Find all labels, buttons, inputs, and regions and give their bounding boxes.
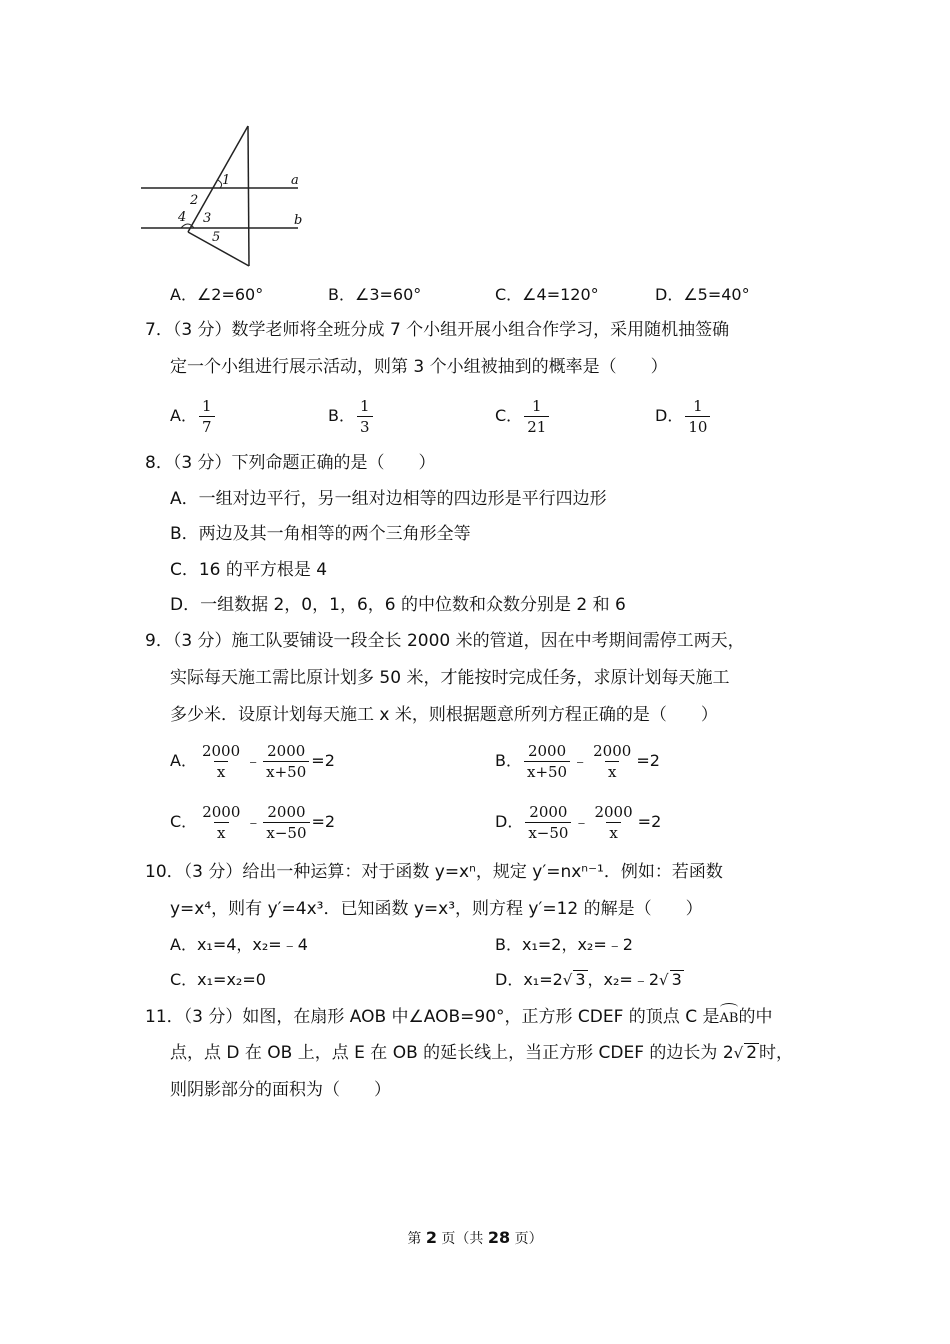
- rhs: =2: [636, 751, 660, 770]
- page-footer: [0, 1228, 950, 1248]
- q8-option-a[interactable]: A．一组对边平行，另一组对边相等的四边形是平行四边形: [170, 489, 607, 509]
- q11-stem-line2: [170, 1041, 793, 1065]
- arc-ab: AB: [720, 1003, 739, 1031]
- angle-label-5: 5: [212, 230, 221, 245]
- q11-stem-line3: 则阴影部分的面积为（ ）: [170, 1080, 391, 1100]
- q10-option-d[interactable]: [495, 968, 684, 992]
- numerator: 1: [359, 397, 370, 415]
- fraction-2: [590, 742, 634, 781]
- denominator: x−50: [525, 822, 571, 842]
- q10-option-b[interactable]: B．x₁=2，x₂=﹣2: [495, 935, 633, 954]
- denominator: x: [214, 822, 228, 842]
- denominator: x−50: [263, 822, 309, 842]
- q10-option-a[interactable]: A．x₁=4，x₂=﹣4: [170, 935, 308, 954]
- numerator: 2000: [527, 742, 567, 760]
- denominator: 10: [685, 416, 710, 436]
- q7-option-a-fraction: [199, 397, 215, 436]
- q7-option-b-fraction: [357, 397, 373, 436]
- denominator: 21: [524, 416, 549, 436]
- rhs: =2: [311, 812, 336, 831]
- q7-option-b-label: B．: [328, 406, 355, 425]
- q8-stem: 8．（3 分）下列命题正确的是（ ）: [145, 453, 436, 473]
- numerator: 2000: [267, 742, 306, 760]
- current-page-number: 2: [425, 1228, 437, 1247]
- q7-option-a[interactable]: [170, 397, 217, 436]
- label: B．: [495, 751, 522, 770]
- fraction-2: [591, 803, 635, 842]
- q7-stem-line1: 7．（3 分）数学老师将全班分成 7 个小组开展小组合作学习，采用随机抽签确: [145, 320, 730, 340]
- transversal-right: [248, 126, 249, 266]
- fraction-2: [263, 803, 309, 842]
- q11-line1-text: 11．（3 分）如图，在扇形 AOB 中∠AOB=90°，正方形 CDEF 的顶点 C 是: [145, 1007, 720, 1027]
- angle-label-4: 4: [178, 210, 187, 225]
- label: D．: [495, 812, 524, 831]
- denominator: 3: [357, 416, 373, 436]
- q7-stem-line2: 定一个小组进行展示活动，则第 3 个小组被抽到的概率是（ ）: [170, 357, 668, 377]
- q9-stem-line2: 实际每天施工需比原计划多 50 米，才能按时完成任务，求原计划每天施工: [170, 668, 730, 688]
- sqrt-radicand-2: 3: [671, 970, 682, 989]
- fraction-1: [199, 803, 243, 842]
- denominator: x: [606, 822, 620, 842]
- numerator: 2000: [593, 742, 632, 760]
- fraction-1: [525, 803, 571, 842]
- q7-option-d[interactable]: [655, 397, 712, 436]
- minus: ﹣: [573, 812, 590, 831]
- minus: ﹣: [245, 751, 262, 770]
- denominator: x+50: [524, 761, 570, 781]
- numerator: 2000: [529, 803, 568, 821]
- q9-option-c[interactable]: [170, 803, 335, 842]
- denominator: x: [214, 761, 228, 781]
- q7-option-b[interactable]: [328, 397, 375, 436]
- q10-option-c[interactable]: C．x₁=x₂=0: [170, 970, 266, 989]
- q11-line2-text: 点，点 D 在 OB 上，点 E 在 OB 的延长线上，当正方形 CDEF 的边长为 2: [170, 1043, 734, 1063]
- numerator: 2000: [267, 803, 306, 821]
- numerator: 2000: [201, 742, 241, 760]
- q8-option-b[interactable]: B．两边及其一角相等的两个三角形全等: [170, 524, 471, 544]
- sqrt-radicand-1: 3: [575, 970, 586, 989]
- label: A．: [170, 751, 197, 770]
- q9-option-d[interactable]: [495, 803, 661, 842]
- q9-stem-line1: 9．（3 分）施工队要铺设一段全长 2000 米的管道，因在中考期间需停工两天，: [145, 631, 745, 651]
- minus: ﹣: [572, 751, 589, 770]
- numerator: 2000: [202, 803, 241, 821]
- numerator: 1: [201, 397, 212, 415]
- q11-line2-tail: 时，: [759, 1043, 794, 1063]
- q8-option-d[interactable]: D．一组数据 2，0，1，6，6 的中位数和众数分别是 2 和 6: [170, 595, 626, 615]
- numerator: 2000: [594, 803, 633, 821]
- footer-mid: 页（共: [436, 1231, 488, 1247]
- minus: ﹣: [245, 812, 262, 831]
- q9-option-a[interactable]: [170, 742, 335, 781]
- numerator: 1: [693, 397, 703, 415]
- rhs: =2: [637, 812, 662, 831]
- q7-option-c-fraction: [524, 397, 549, 436]
- q7-option-c-label: C．: [495, 406, 523, 425]
- denominator: x+50: [263, 761, 309, 781]
- q7-option-d-fraction: [685, 397, 710, 436]
- q6-option-b[interactable]: B．∠3=60°: [328, 285, 422, 304]
- fraction-2: [263, 742, 309, 781]
- numerator: 1: [531, 397, 542, 415]
- footer-post: 页）: [510, 1231, 543, 1247]
- q11-line1-tail: 的中: [738, 1007, 773, 1027]
- q9-option-b[interactable]: [495, 742, 660, 781]
- q6-option-d[interactable]: D．∠5=40°: [655, 285, 750, 304]
- sqrt-sign: √: [659, 971, 669, 989]
- footer-pre: 第: [407, 1231, 426, 1247]
- rhs: =2: [311, 751, 335, 770]
- line-label-b: b: [294, 213, 303, 228]
- option-d-prefix: D．x₁=2: [495, 970, 563, 989]
- sqrt-sign: √: [733, 1044, 744, 1062]
- angle-label-1: 1: [222, 173, 231, 188]
- q11-stem-line1: [145, 1003, 772, 1031]
- fraction-1: [524, 742, 570, 781]
- label: C．: [170, 812, 198, 831]
- fraction-1: [199, 742, 243, 781]
- angle-label-2: 2: [190, 193, 199, 208]
- line-label-a: a: [291, 173, 299, 188]
- angle-label-3: 3: [203, 211, 212, 226]
- option-d-middle: ，x₂=﹣2: [587, 970, 660, 989]
- q8-option-c[interactable]: C．16 的平方根是 4: [170, 560, 328, 580]
- q10-stem-line1: 10．（3 分）给出一种运算：对于函数 y=xⁿ，规定 y′=nxⁿ⁻¹．例如：若函数: [145, 862, 723, 882]
- denominator: 7: [199, 416, 215, 436]
- q7-option-d-label: D．: [655, 406, 684, 425]
- q6-option-c[interactable]: C．∠4=120°: [495, 285, 599, 304]
- q9-stem-line3: 多少米．设原计划每天施工 x 米，则根据题意所列方程正确的是（ ）: [170, 705, 718, 725]
- transversal-left: [188, 126, 248, 232]
- total-pages: 28: [487, 1228, 511, 1247]
- q10-stem-line2: y=x⁴，则有 y′=4x³．已知函数 y=x³，则方程 y′=12 的解是（ ）: [170, 899, 703, 919]
- sqrt-radicand: 2: [746, 1043, 758, 1063]
- denominator: x: [605, 761, 619, 781]
- q7-option-c[interactable]: [495, 397, 551, 436]
- q6-option-a[interactable]: A．∠2=60°: [170, 285, 264, 304]
- q7-option-a-label: A．: [170, 406, 197, 425]
- parallel-lines-figure: [138, 120, 313, 270]
- sqrt-sign: √: [562, 971, 573, 989]
